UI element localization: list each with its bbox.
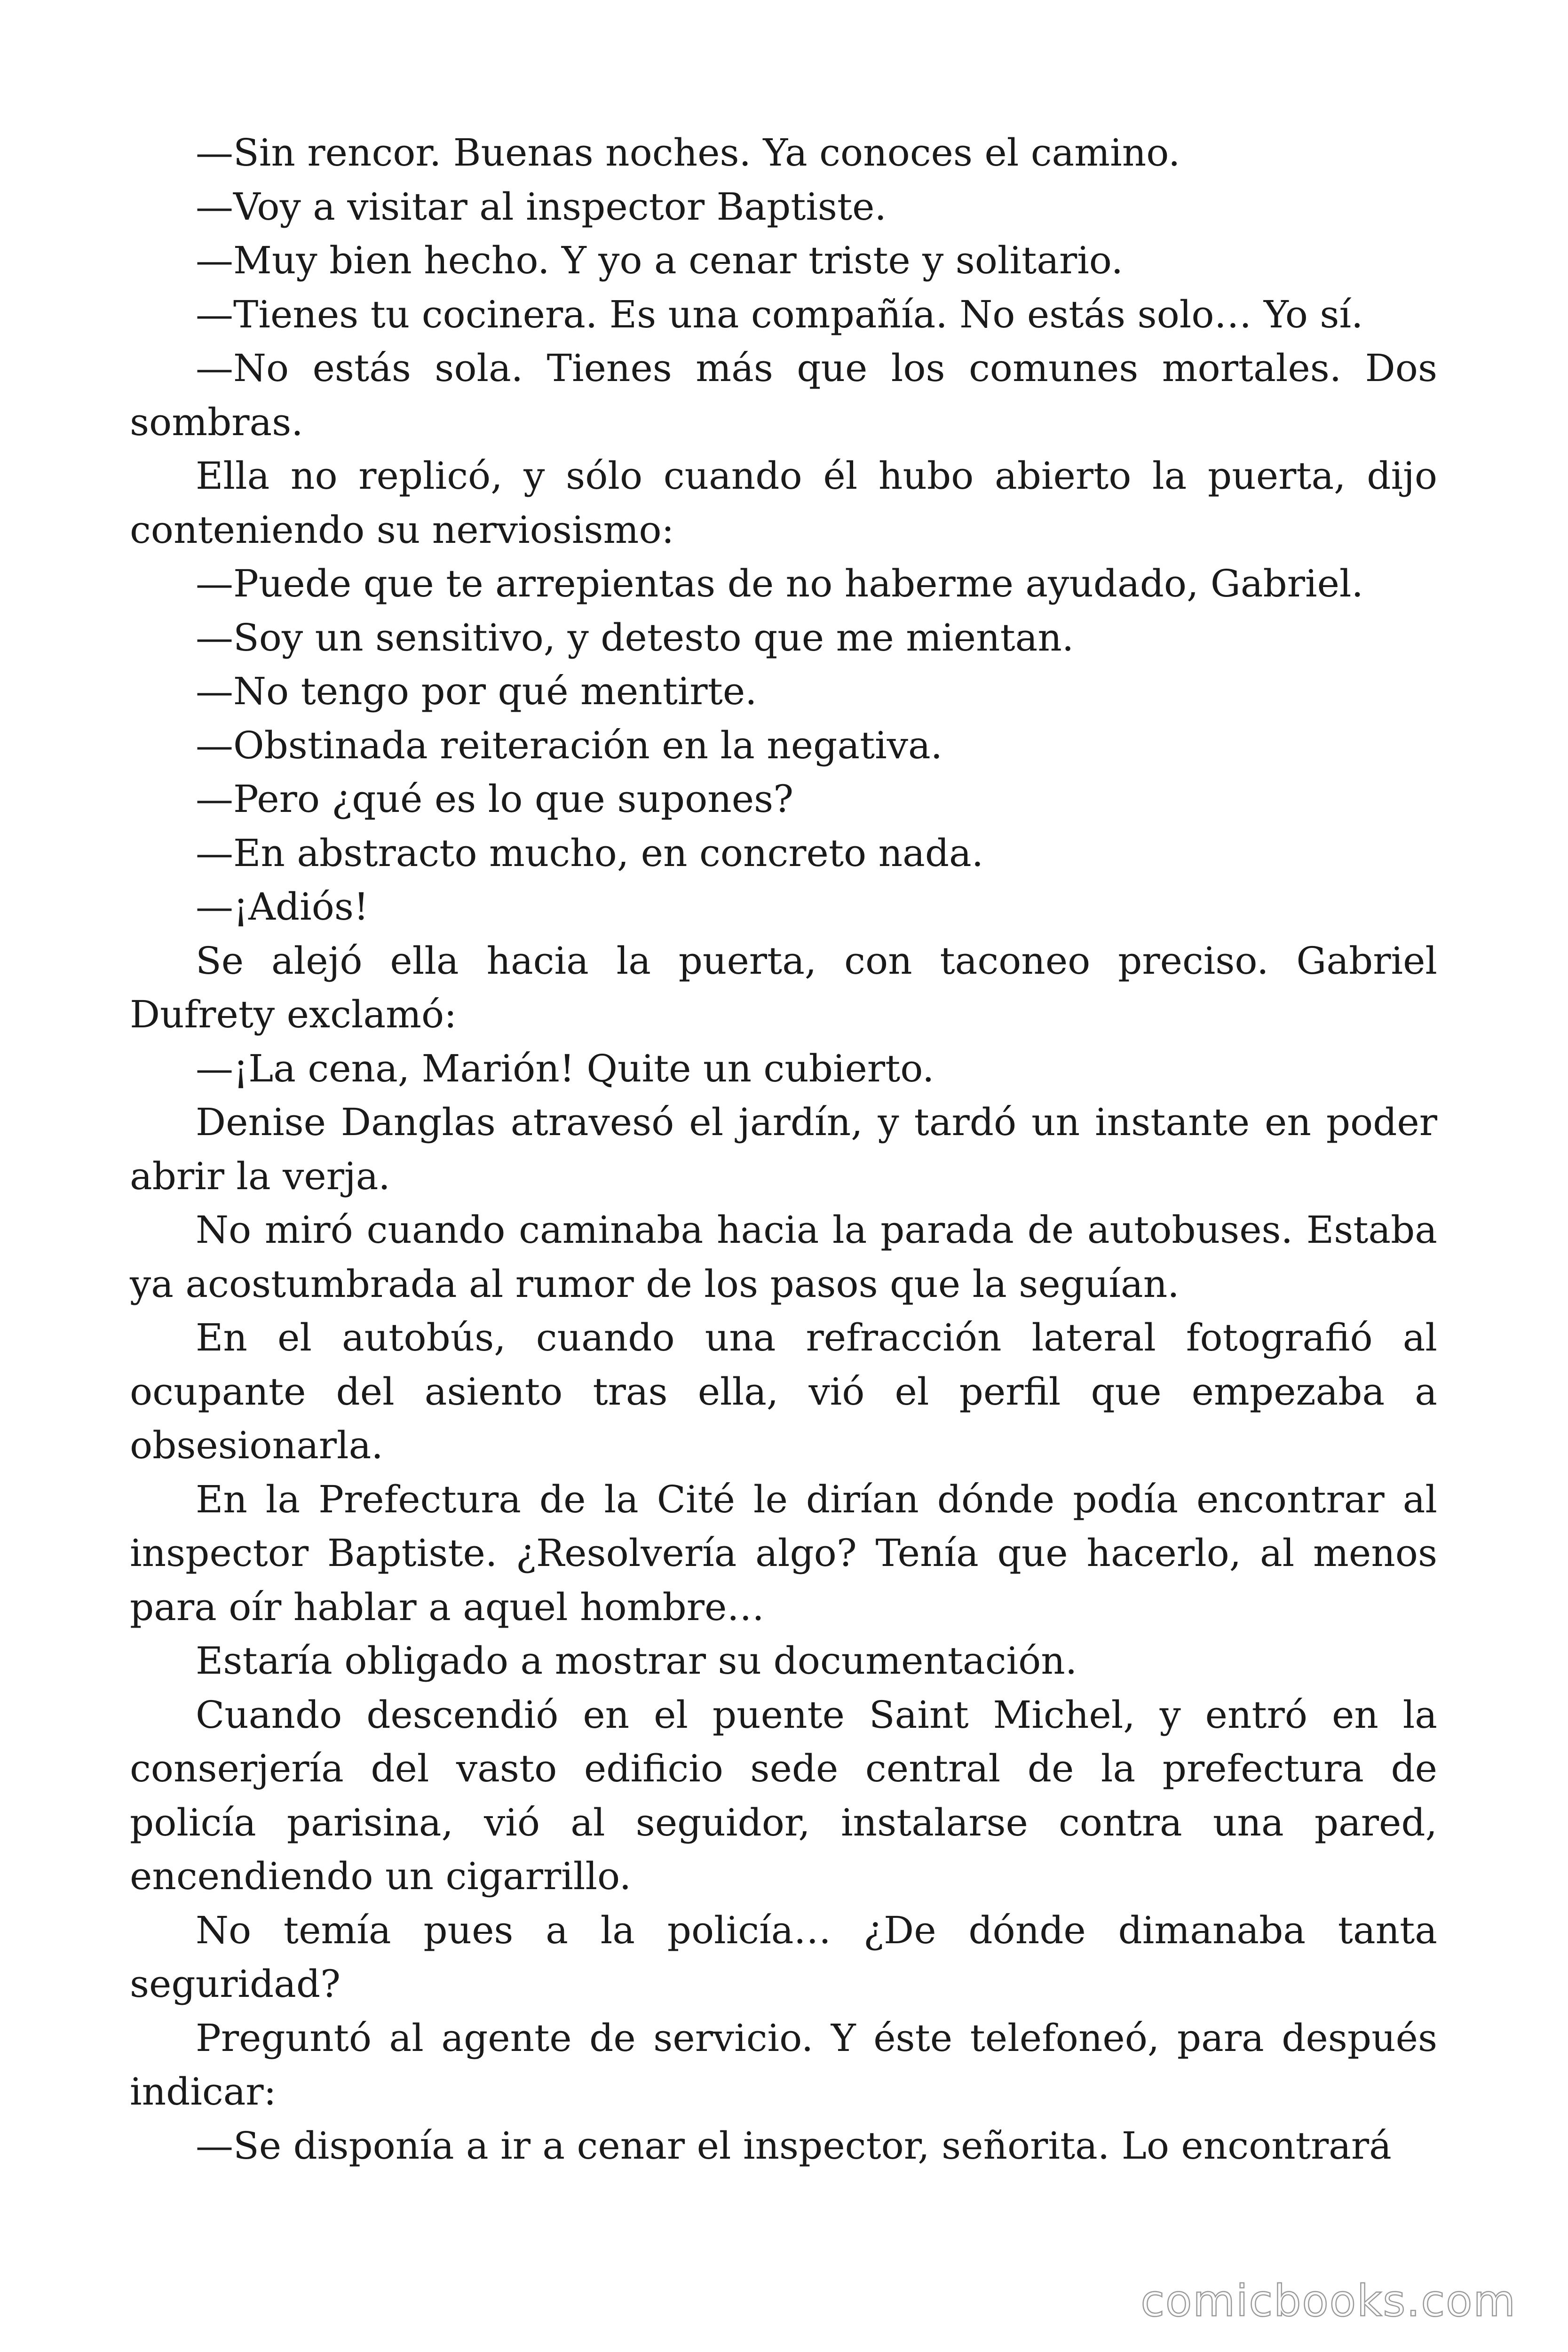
paragraph-21: Cuando descendió en el puente Saint Michel, y entró en la conserjería del vasto edificio sede central de la prefectura de policía parisina, vió al seguidor, instalarse contra una pared, encendiendo un cigarrillo. [130,1692,1437,1898]
paragraph-14: Se alejó ella hacia la puerta, con taconeo preciso. Gabriel Dufrety exclamó: [130,938,1437,1036]
paragraph-1: —Sin rencor. Buenas noches. Ya conoces el camino. [196,131,1180,175]
paragraph-6: Ella no replicó, y sólo cuando él hubo abierto la puerta, dijo conteniendo su nerviosismo: [130,454,1437,552]
paragraph-16: Denise Danglas atravesó el jardín, y tardó un instante en poder abrir la verja. [130,1100,1437,1198]
paragraph-11: —Pero ¿qué es lo que supones? [196,777,794,821]
paragraph-17: No miró cuando caminaba hacia la parada de autobuses. Estaba ya acostumbrada al rumor de los pasos que la seguían. [130,1208,1437,1306]
paragraph-19: En la Prefectura de la Cité le dirían dónde podía encontrar al inspector Baptiste. ¿Resolvería algo? Tenía que hacerlo, al menos para oír hablar a aquel hombre… [130,1477,1437,1629]
paragraph-18: En el autobús, cuando una refracción lateral fotografió al ocupante del asiento tras ella, vió el perfil que empezaba a obsesionarla. [130,1316,1437,1467]
paragraph-9: —No tengo por qué mentirte. [196,669,757,713]
watermark-text: comicbooks.com [1140,2276,1516,2326]
paragraph-7: —Puede que te arrepientas de no haberme ayudado, Gabriel. [196,562,1363,605]
paragraph-2: —Voy a visitar al inspector Baptiste. [196,184,887,229]
paragraph-23: Preguntó al agente de servicio. Y éste telefoneó, para después indicar: [130,2016,1437,2114]
paragraph-5: —No estás sola. Tienes más que los comunes mortales. Dos sombras. [130,346,1437,444]
paragraph-15: —¡La cena, Marión! Quite un cubierto. [196,1046,934,1090]
paragraph-13: —¡Adiós! [196,885,369,929]
paragraph-12: —En abstracto mucho, en concreto nada. [196,831,984,875]
body-text [130,126,1437,2173]
paragraph-8: —Soy un sensitivo, y detesto que me mientan. [196,615,1074,660]
paragraph-10: —Obstinada reiteración en la negativa. [196,723,943,767]
paragraph-3: —Muy bien hecho. Y yo a cenar triste y solitario. [196,238,1123,282]
paragraph-24: —Se disponía a ir a cenar el inspector, señorita. Lo encontrará [196,2123,1392,2168]
paragraph-4: —Tienes tu cocinera. Es una compañía. No estás solo… Yo sí. [196,292,1363,336]
paragraph-20: Estaría obligado a mostrar su documentación. [196,1639,1077,1683]
paragraph-22: No temía pues a la policía… ¿De dónde dimanaba tanta seguridad? [130,1908,1437,2006]
